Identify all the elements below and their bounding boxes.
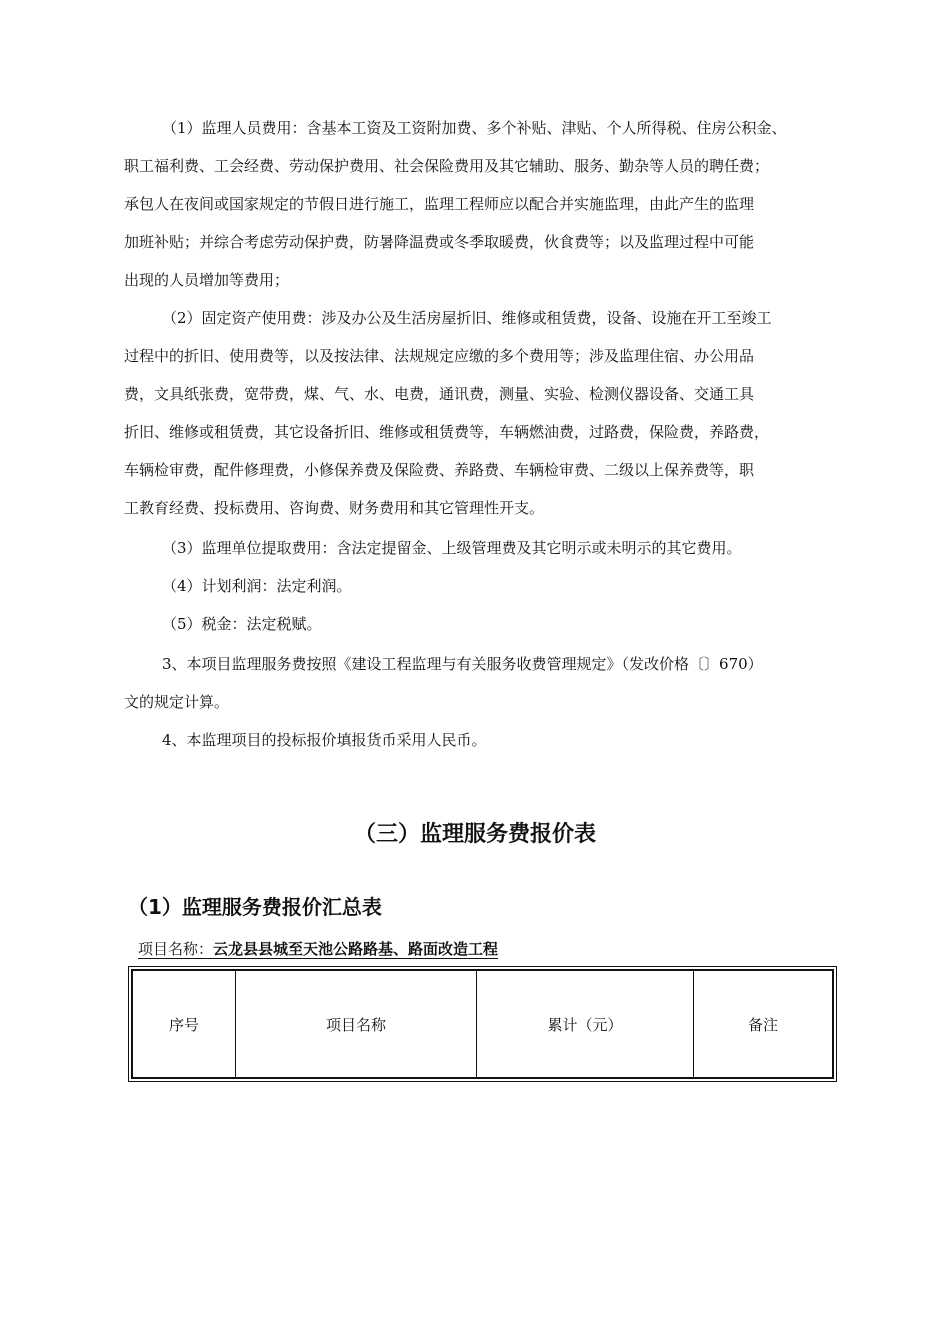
- text-line: 4、本监理项目的投标报价填报货币采用人民币。: [162, 731, 487, 749]
- text-line: 车辆检审费，配件修理费，小修保养费及保险费、养路费、车辆检审费、二级以上保养费等，职: [124, 461, 755, 479]
- text-line: （2）固定资产使用费：涉及办公及生活房屋折旧、维修或租赁费，设备、设施在开工至竣工: [162, 309, 772, 327]
- text-line: 文的规定计算。: [124, 693, 230, 711]
- project-name-line: [138, 940, 498, 959]
- text-line: （4）计划利润：法定利润。: [162, 577, 352, 595]
- project-name: 云龙县县城至天池公路路基、路面改造工程: [213, 940, 499, 958]
- text-line: 过程中的折旧、使用费等，以及按法律、法规规定应缴的多个费用等；涉及监理住宿、办公用品: [124, 347, 755, 365]
- header-cell-index: 序号: [133, 971, 236, 1078]
- text-line: 费，文具纸张费，宽带费，煤、气、水、电费，通讯费，测量、实验、检测仪器设备、交通工具: [124, 385, 755, 403]
- text-line: （5）税金：法定税赋。: [162, 615, 322, 633]
- text-line: 加班补贴；并综合考虑劳动保护费，防暑降温费或冬季取暖费，伙食费等；以及监理过程中可能: [124, 233, 755, 251]
- text-line: （1）监理人员费用：含基本工资及工资附加费、多个补贴、津贴、个人所得税、住房公积金、: [162, 119, 787, 137]
- table-header-row: [133, 971, 833, 1078]
- subsection-title: （1）监理服务费报价汇总表: [128, 895, 382, 919]
- text-line: 承包人在夜间或国家规定的节假日进行施工，监理工程师应以配合并实施监理，由此产生的监理: [124, 195, 755, 213]
- project-label: 项目名称：: [138, 940, 214, 958]
- header-cell-item-name: 项目名称: [236, 971, 477, 1078]
- summary-table: [128, 966, 837, 1082]
- text-line: 折旧、维修或租赁费，其它设备折旧、维修或租赁费等，车辆燃油费，过路费，保险费，养路费，: [124, 423, 770, 441]
- text-line: 出现的人员增加等费用；: [124, 271, 290, 289]
- section-title: （三）监理服务费报价表: [353, 822, 596, 847]
- header-cell-remark: 备注: [694, 971, 833, 1078]
- text-line: 职工福利费、工会经费、劳动保护费用、社会保险费用及其它辅助、服务、勤杂等人员的聘任费；: [124, 157, 770, 175]
- text-line: 3、本项目监理服务费按照《建设工程监理与有关服务收费管理规定》（发改价格〔〕670）: [162, 655, 763, 673]
- text-line: 工教育经费、投标费用、咨询费、财务费用和其它管理性开支。: [124, 499, 545, 517]
- text-line: （3）监理单位提取费用：含法定提留金、上级管理费及其它明示或未明示的其它费用。: [162, 539, 742, 557]
- header-cell-total: 累计（元）: [477, 971, 694, 1078]
